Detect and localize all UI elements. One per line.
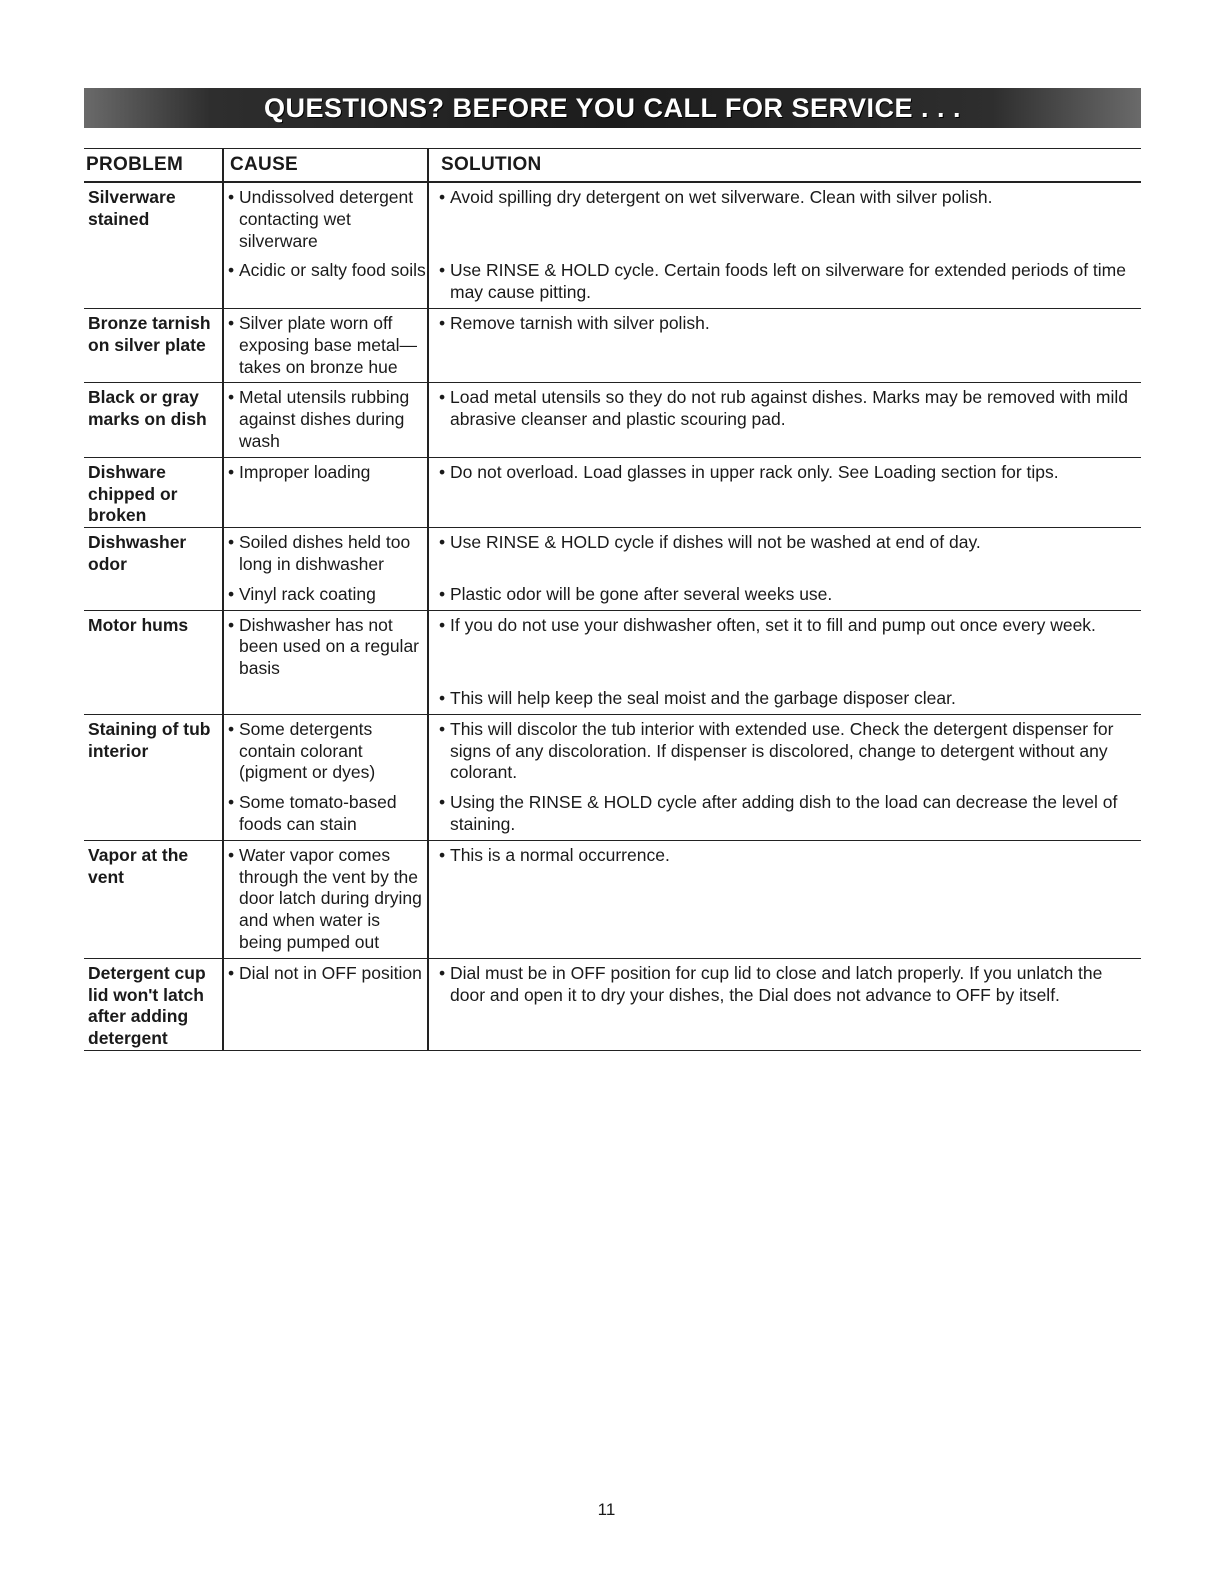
cause-solution-pair	[222, 715, 1141, 788]
problem-cell: Dishware chipped or broken	[88, 461, 178, 526]
column-header-cause: CAUSE	[230, 154, 299, 175]
cause-solution-pair	[222, 841, 1141, 958]
cause-text: • Dishwasher has not been used on a regular basis	[228, 615, 427, 680]
cause-solution-pair	[222, 256, 1141, 308]
solution-text: • Avoid spilling dry detergent on wet silverware. Clean with silver polish.	[439, 187, 1131, 209]
problem-cell: Bronze tarnish on silver plate	[88, 312, 211, 355]
cause-text: • Dial not in OFF position	[228, 963, 427, 985]
solution-text: • Do not overload. Load glasses in upper rack only. See Loading section for tips.	[439, 462, 1131, 484]
problem-cell: Black or gray marks on dish	[88, 387, 207, 430]
cause-text: • Soiled dishes held too long in dishwasher	[228, 532, 427, 576]
column-divider-solution	[427, 149, 429, 1051]
table-row	[84, 841, 1141, 959]
cause-text: • Vinyl rack coating	[228, 584, 427, 606]
column-header-problem: PROBLEM	[86, 154, 184, 175]
cause-solution-pair	[222, 611, 1141, 684]
cause-text: • Metal utensils rubbing against dishes during wash	[228, 387, 427, 452]
problem-cell: Staining of tub interior	[88, 718, 211, 761]
table-row	[84, 715, 1141, 841]
column-divider-cause	[222, 149, 224, 1051]
cause-solution-pair	[222, 580, 1141, 610]
solution-text: • Use RINSE & HOLD cycle. Certain foods left on silverware for extended periods of time may cause pitting.	[439, 260, 1131, 304]
table-header	[84, 149, 1141, 183]
cause-text: • Some tomato-based foods can stain	[228, 792, 427, 836]
cause-text: • Water vapor comes through the vent by the door latch during drying and when water is being pumped out	[228, 845, 427, 954]
problem-cell: Vapor at the vent	[88, 844, 189, 887]
cause-text: • Undissolved detergent contacting wet silverware	[228, 187, 427, 252]
cause-solution-pair	[222, 684, 1141, 714]
cause-solution-pair	[222, 383, 1141, 456]
table-row	[84, 528, 1141, 610]
cause-text: • Some detergents contain colorant (pigment or dyes)	[228, 719, 427, 784]
table-row	[84, 383, 1141, 457]
cause-solution-pair	[222, 788, 1141, 840]
solution-text: • Load metal utensils so they do not rub against dishes. Marks may be removed with mild abrasive cleanser and plastic scouring pad.	[439, 387, 1131, 431]
problem-cell: Dishwasher odor	[88, 532, 187, 574]
cause-text: • Silver plate worn off exposing base metal—takes on bronze hue	[228, 313, 427, 378]
table-row	[84, 183, 1141, 309]
solution-text: • This will discolor the tub interior with extended use. Check the detergent dispenser for signs of any discoloration. If dispenser is discolored, change to detergent without any colorant.	[439, 719, 1131, 784]
solution-text: • Dial must be in OFF position for cup lid to close and latch properly. If you unlatch the door and open it to dry your dishes, the Dial does not advance to OFF by itself.	[439, 963, 1131, 1007]
solution-text: • This will help keep the seal moist and the garbage disposer clear.	[439, 688, 1131, 710]
page-number: 11	[597, 1500, 616, 1519]
page-title: QUESTIONS? BEFORE YOU CALL FOR SERVICE . . .	[263, 92, 962, 123]
table-row	[84, 458, 1141, 528]
cause-solution-pair	[222, 183, 1141, 256]
cause-text: • Acidic or salty food soils	[228, 260, 427, 282]
header-banner	[84, 88, 1141, 128]
cause-solution-pair	[222, 458, 1141, 488]
table-row	[84, 611, 1141, 715]
cause-solution-pair	[222, 309, 1141, 382]
problem-cell: Motor hums	[88, 614, 189, 635]
cause-solution-pair	[222, 528, 1141, 580]
cause-text: • Improper loading	[228, 462, 427, 484]
troubleshooting-table	[84, 148, 1141, 1051]
problem-cell: Silverware stained	[88, 187, 176, 229]
table-row	[84, 959, 1141, 1051]
table-row	[84, 309, 1141, 383]
solution-text: • This is a normal occurrence.	[439, 845, 1131, 867]
cause-solution-pair	[222, 959, 1141, 1011]
column-header-solution: SOLUTION	[441, 154, 542, 175]
solution-text: • Use RINSE & HOLD cycle if dishes will not be washed at end of day.	[439, 532, 1131, 554]
problem-cell: Detergent cup lid won't latch after adding detergent	[88, 962, 206, 1049]
solution-text: • Remove tarnish with silver polish.	[439, 313, 1131, 335]
solution-text: • Plastic odor will be gone after several weeks use.	[439, 584, 1131, 606]
solution-text: • If you do not use your dishwasher often, set it to fill and pump out once every week.	[439, 615, 1131, 637]
solution-text: • Using the RINSE & HOLD cycle after adding dish to the load can decrease the level of staining.	[439, 792, 1131, 836]
